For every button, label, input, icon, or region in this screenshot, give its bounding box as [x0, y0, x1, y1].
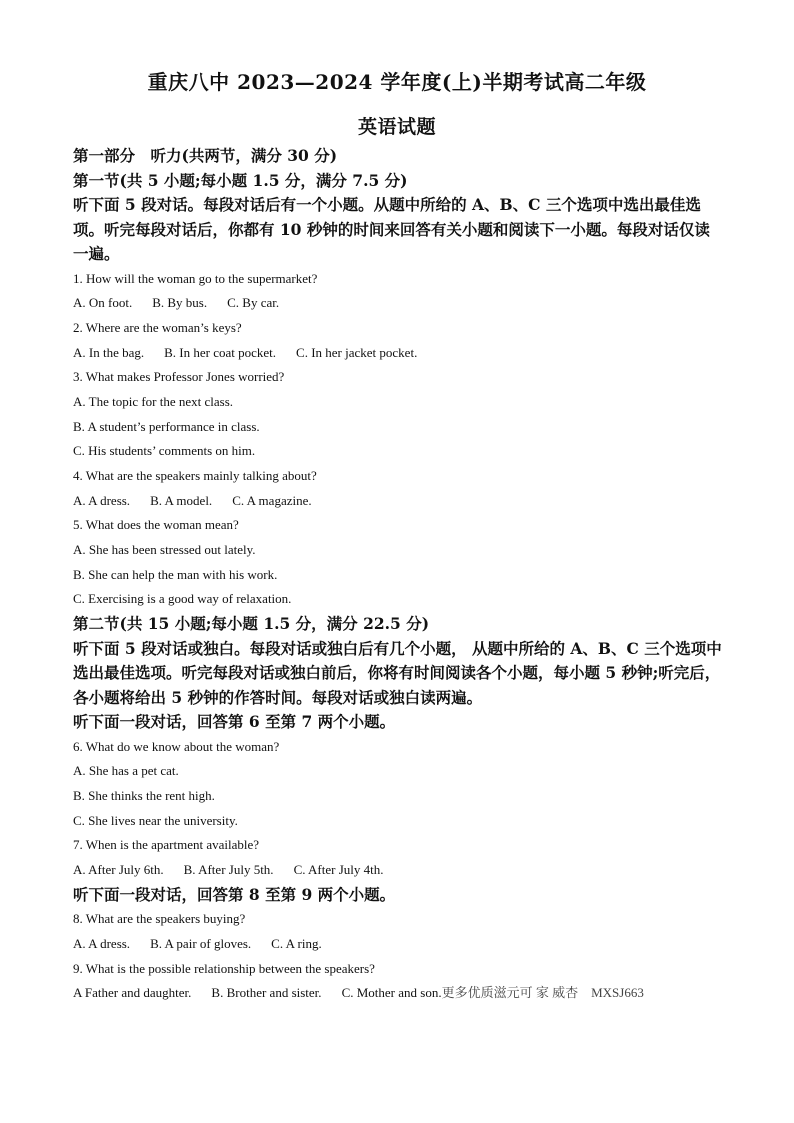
answer-option: C. In her jacket pocket. — [296, 344, 418, 360]
section2-heading: 第二节(共 15 小题;每小题 1.5 分，满分 22.5 分) — [73, 614, 430, 634]
answer-option: B. By bus. — [152, 295, 208, 311]
question-stem: 3. What makes Professor Jones worried? — [73, 369, 285, 385]
answer-option: B. A pair of gloves. — [150, 935, 252, 951]
option-row — [73, 981, 723, 1006]
answer-option: B. After July 5th. — [183, 862, 274, 878]
question-stem: 1. How will the woman go to the supermarket? — [73, 270, 318, 286]
answer-option: A. In the bag. — [73, 344, 145, 360]
option-row — [73, 489, 723, 514]
question-stem: 2. Where are the woman’s keys? — [73, 319, 242, 335]
question-list-group2 — [73, 907, 723, 1006]
exam-content — [73, 144, 723, 1006]
answer-option: A. A dress. — [73, 492, 131, 508]
answer-option: C. A magazine. — [232, 492, 312, 508]
answer-option: A. She has been stressed out lately. — [73, 542, 256, 558]
exam-title: 重庆八中 2023—2024 学年度(上)半期考试高二年级 — [147, 70, 647, 94]
answer-option: C. A ring. — [271, 935, 322, 951]
section1-instructions: 听下面 5 段对话。每段对话后有一个小题。从题中所给的 A、B、C 三个选项中选出最佳选项。听完每段对话后，你都有 10 秒钟的时间来回答有关小题和阅读下一小题。每段对话仅读一遍。 — [73, 195, 710, 263]
answer-option: C. By car. — [227, 295, 280, 311]
option-row — [73, 932, 723, 957]
answer-option: C. She lives near the university. — [73, 812, 238, 828]
question-stem: 4. What are the speakers mainly talking about? — [73, 468, 317, 483]
question-stem: 7. When is the apartment available? — [73, 837, 260, 853]
answer-option: B. Brother and sister. — [211, 985, 322, 1001]
question-list-group1 — [73, 735, 723, 883]
question-stem: 9. What is the possible relationship between the speakers? — [73, 960, 375, 976]
exam-subtitle: 英语试题 — [357, 116, 436, 138]
part1-heading: 第一部分 听力(共两节，满分 30 分) — [73, 146, 338, 165]
answer-option: B. She thinks the rent high. — [73, 788, 215, 803]
question-stem: 5. What does the woman mean? — [73, 517, 239, 533]
option-row — [73, 341, 723, 366]
section1-heading: 第一节(共 5 小题;每小题 1.5 分，满分 7.5 分) — [73, 170, 408, 190]
answer-option: B. A student’s performance in class. — [73, 418, 260, 434]
answer-option: A Father and daughter. — [73, 985, 192, 1001]
answer-option: A. A dress. — [73, 935, 131, 951]
option-row — [73, 858, 723, 883]
answer-option: A. On foot. — [73, 295, 133, 311]
answer-option: A. The topic for the next class. — [73, 393, 234, 409]
answer-option: A. She has a pet cat. — [73, 763, 179, 779]
question-list-section1 — [73, 267, 723, 613]
answer-option: C. After July 4th. — [293, 862, 384, 878]
answer-option: A. After July 6th. — [73, 862, 164, 878]
footer-watermark: 更多优质滋元可 家 威杏 MXSJ663 — [441, 985, 644, 1001]
question-stem: 8. What are the speakers buying? — [73, 911, 246, 927]
answer-option: B. In her coat pocket. — [164, 344, 277, 360]
answer-option: C. His students’ comments on him. — [73, 443, 256, 459]
group2-prompt: 听下面一段对话，回答第 8 至第 9 两个小题。 — [73, 884, 396, 904]
option-row — [73, 291, 723, 316]
answer-option: C. Mother and son. — [341, 985, 442, 1001]
section2-instructions: 听下面 5 段对话或独白。每段对话或独白后有几个小题， 从题中所给的 A、B、C 三个选项中选出最佳选项。听完每段对话或独白前后，你将有时间阅读各个小题，每小题 5 秒钟;听完后，各小题将给出 5 秒钟的作答时间。每段对话或独白读两遍。 — [73, 638, 722, 707]
answer-option: C. Exercising is a good way of relaxation. — [73, 591, 292, 607]
group1-prompt: 听下面一段对话，回答第 6 至第 7 两个小题。 — [73, 712, 396, 732]
answer-option: B. A model. — [150, 492, 213, 508]
answer-option: B. She can help the man with his work. — [73, 566, 278, 582]
question-stem: 6. What do we know about the woman? — [73, 738, 280, 754]
